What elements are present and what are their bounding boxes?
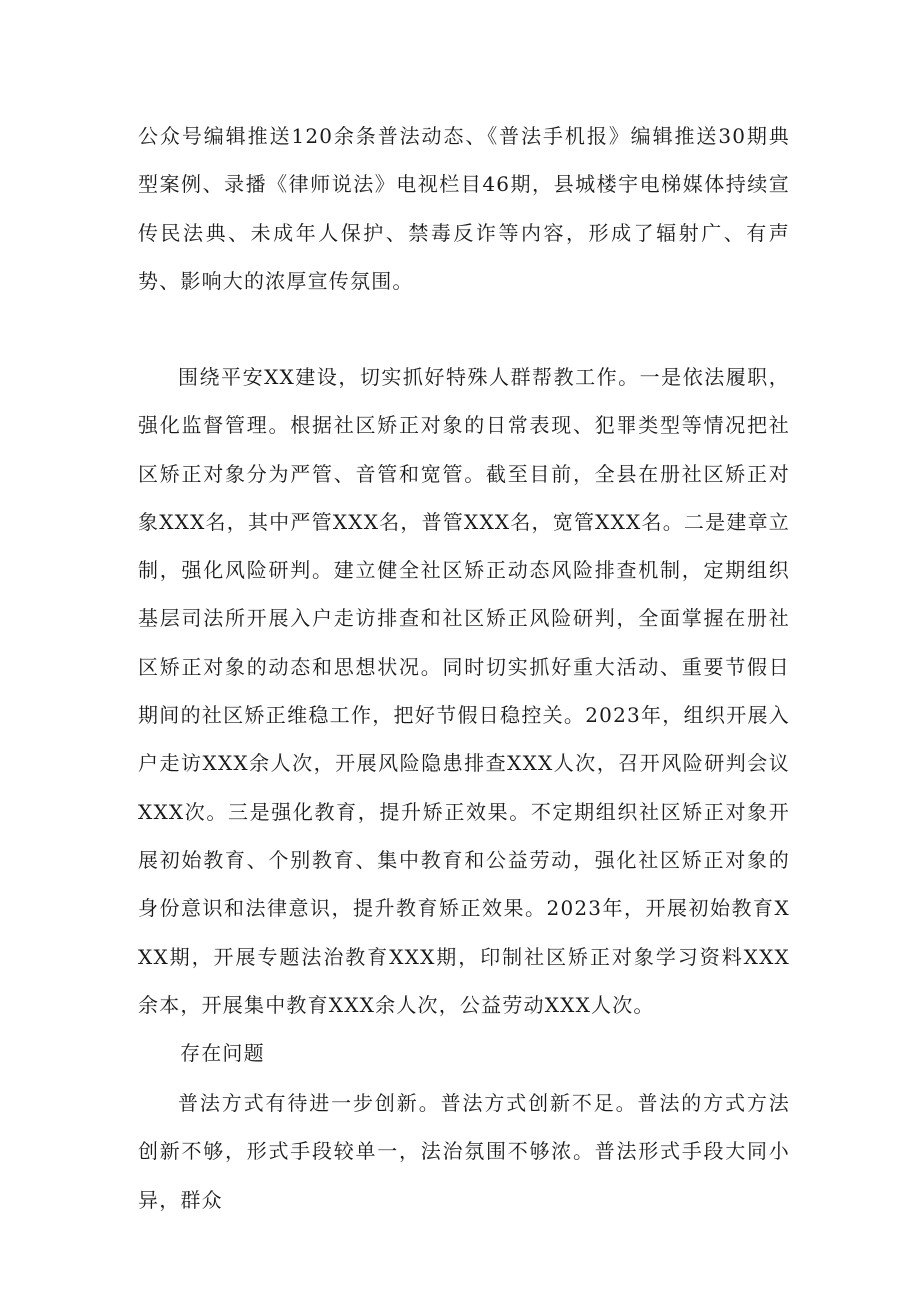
body-paragraph-community-correction: 围绕平安XX建设，切实抓好特殊人群帮教工作。一是依法履职，强化监督管理。根据社区矫正对象的日常表现、犯罪类型等情况把社区矫正对象分为严管、音管和宽管。截至目前，全县在册社区矫正对象XXX名，其中严管XXX名，普管XXX名，宽管XXX名。二是建章立制，强化风险研判。建立健全社区矫正动态风险排查机制，定期组织基层司法所开展入户走访排查和社区矫正风险研判，全面掌握在册社区矫正对象的动态和思想状况。同时切实抓好重大活动、重要节假日期间的社区矫正维稳工作，把好节假日稳控关。2023年，组织开展入户走访XXX余人次，开展风险隐患排查XXX人次，召开风险研判会议XXX次。三是强化教育，提升矫正效果。不定期组织社区矫正对象开展初始教育、个别教育、集中教育和公益劳动，强化社区矫正对象的身份意识和法律意识，提升教育矫正效果。2023年，开展初始教育XXX期，开展专题法治教育XXX期，印制社区矫正对象学习资料XXX余本，开展集中教育XXX余人次，公益劳动XXX人次。 <box>138 365 790 1017</box>
section-heading: 存在问题 <box>180 1041 265 1065</box>
body-paragraph-legal-promotion: 公众号编辑推送120余条普法动态、《普法手机报》编辑推送30期典型案例、录播《律师说法》电视栏目46期，县城楼宇电梯媒体持续宣传民法典、未成年人保护、禁毒反诈等内容，形成了辐射广、有声势、影响大的浓厚宣传氛围。 <box>138 124 790 293</box>
body-paragraph-problems: 普法方式有待进一步创新。普法方式创新不足。普法的方式方法创新不够，形式手段较单一，法治氛围不够浓。普法形式手段大同小异，群众 <box>138 1091 790 1212</box>
